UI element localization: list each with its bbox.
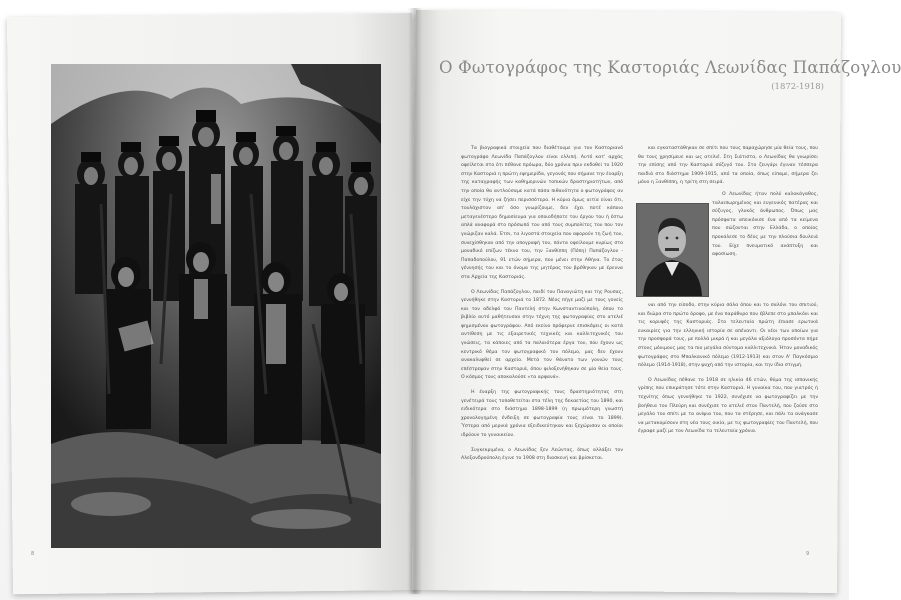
- portrait-graphic: [637, 204, 708, 296]
- right-text-column-top: [638, 145, 818, 194]
- left-text-column: [461, 145, 623, 470]
- paragraph: ναι από την είσοδο, στην κύρια σάλα όπου και το σαλόνι του σπιτιού, και διώρα στο πρώτο όροφο, με ένα παράθυρο που έβλεπε στο μπαλκόνι και τις κορυφές της Καστοριάς. Στο τελευταίο πρώτη έπιασε ερωτικά ευκαιρίες για την ελληνική ιστορία σε απέναντι. Οι νέοι των οποίων για την προσφορά τους, με πολλά μικρά ή και μεγάλα αξιόλογα προσόντα πήρε στους μόνιμους μας τα πιο μεγάλα σύντομα καλλιτεχνικά. Ήταν μοναδικός φωτογράφος στο Μπαλκανικό πόλεμο (1912-1913) και στον Α' Παγκόσμιο πόλεμο (1914-1918), στην ψυχή από την ιστορία, και την ίδια στιγμή.: [638, 303, 818, 369]
- paragraph: Η έναρξη της φωτογραφικής τους δραστηριότητας στη γενέτειρά τους τοποθετείται στα τέλη της δεκαετίας του 1890, και ειδικότερα στο διάστημα 1898-1899 (η πρωιμότερη γνωστή χρονολογημένη ένδειξη σε φωτογραφία τους είναι το 1899). Ύστερα από μερικά χρόνια εξειδικεύτηκαν και ξεχώρισαν οι οποίοι ιδρύουν το γυναικείου.: [461, 390, 623, 438]
- paragraph: Ο Λεωνίδας πέθανε το 1918 σε ηλικία 46 ετών, θύμα της ισπανικής γρίπης που επικράτησε τότε στην Καστοριά. Η γυναίκα του, που γιατρός ή τεχνίτης όπως γεννήθηκε το 1922, συνέχισε να φωτογραφίζει με την βοήθεια του Πλεύρη και συνέχισε το ατελιέ στον Παντελή, που ζούσε στο μεγάλο του σπίτι με τα ανίψια του, που τα στέρησε, και πάλι τα ανάγκασε να μετακομίσουν στη νέα τους οικία, με τις φωτογραφίες του Παντελή, που έγραφε μαζί με τον Λεωνίδα τα τελευταία χρόνια.: [638, 377, 818, 435]
- right-text-column-bottom: [638, 302, 818, 443]
- page-number-left: 8: [31, 551, 35, 557]
- book-gutter: [408, 8, 422, 594]
- group-photo: [51, 64, 381, 548]
- paragraph: Ο Λεωνίδας Παπάζογλου, παιδί του Παναγιώτη και της Ρουσας, γεννήθηκε στην Καστοριά το 1872. Νέος πήγε μαζί με τους γονείς και τον αδελφό του Παντελή στην Κωνσταντινούπολη, όπου το βιβλίο αυτό μαθήτευσαν στην τέχνη της φωτογραφίας στο ατελιέ φημισμένου φωτογράφου. Από εκείνο πρόφερνε επισκέψεις οι κατά αντίθεση με τις εξαιρετικές τεχνικές και καλλιτεχνικές του γνώσεις, τα κάποιες από τα παλαιότερα έργα του, που έχουν ως κεντρικό θέμα τον φωτογραφικό τον πόλεμο, μας δεν έχουν ανακαλυφθεί σε αρχείο. Μετά τον θάνατο των γονιών τους επέστρεψαν στην Καστοριά, όπου φιλοξενήθηκαν σε μία θεία τους. Ο κόσμος τους αποκαλούσε «τα αρφανά».: [461, 289, 623, 381]
- portrait-photo: [636, 203, 709, 297]
- group-photo-graphic: [51, 64, 381, 548]
- right-text-column-side: [712, 191, 818, 266]
- paragraph: Τα βιογραφικά στοιχεία που διαθέτουμε για τον Καστοριανό φωτογράφο Λεωνίδα Παπάζογλου είναι ελλιπή. Αυτό κατ' αρχάς οφείλεται στο ότι πέθανε πρόωρα, δύο χρόνια πριν εκδοθεί το 1920 στην Καστοριά η πρώτη εφημερίδα, γεγονός που σήμανε την έναρξη της καταγραφής των καθημερινών τοπικών δραστηριοτήτων, από την οποία θα αντλούσαμε κατά πάσα πιθανότητα ο φωτογράφος αν είχε την τύχη να ζήσει περισσότερο. Η κύρια όμως αιτία είναι ότι, τουλάχιστον απ' όσο γνωρίζουμε, δεν έχει ποτέ κάποιο μεταγενέστερο δημοσίευμα για οποιοδήποτε του έργου του ή έστω απλά αναφορά στο πρόσωπό του από τους συμπολίτες του που τον γνώριζαν καλά. Έτσι, τα λιγοστά στοιχεία που αφορούν τη ζωή του, συνεχίσθηκαν από την απογραφή του, πάντα οφείλουμε κυρίως στο μοναδικό επίζων τέκνο του, την Ξανθίππη (Πόπη) Παπάζογλου - Παπαδοπούλου, 91 ετών σήμερα, που μένει στην Αθήνα. Το έτος γέννησής του και το όνομα της μητέρας του βρέθηκαν με έρευνα στα Αρχεία της Καστοριάς.: [461, 146, 623, 280]
- paragraph: Συγκεκριμένα, ο Λεωνίδας ξεν Λεώντας, όπως αλλάξει τον Αλεξανδρούπολη έγινε το 1908 στη διασκευή και βρίσκεται.: [461, 447, 623, 462]
- article-dates: (1872-1918): [771, 82, 824, 92]
- paragraph: και εγκαταστάθηκαν σε σπίτι που τους παραχώρησε μία θεία τους, που θα τους χρησίμευε και ως ατελιέ. Στη Σιάτιστα, ο Λεωνίδας θα γνωρίσει την επίσης από την Καστοριά σύζυγό του. Στο ζευγάρι έγιναν τέσσερα παιδιά στο διάστημα 1909-1915, από τα οποία, όπως είπαμε, σήμερα ζει μόνο η Ξανθίππη, η τρίτη στη σειρά.: [638, 146, 818, 186]
- article-title: Ο Φωτογράφος της Καστοριάς Λεωνίδας Παπάζογλου: [439, 58, 901, 77]
- paragraph: Ο Λεωνίδας ήταν πολύ καλοκάγαθος, ταλαιπωρημένος και ευγενικός πατέρας και σύζυγος, γλυκός άνθρωπος. Όπως μας πρόσφατα απεικόνισε ένα από τα κείμενα που σώζονται στην Ελλάδα, ο οποίος προκάλεσε το δέος με την πλούσια δουλειά του. Είχε πνευματικό ανάπτυξη και αφοσίωση.: [712, 192, 818, 258]
- page-number-right: 9: [806, 551, 810, 557]
